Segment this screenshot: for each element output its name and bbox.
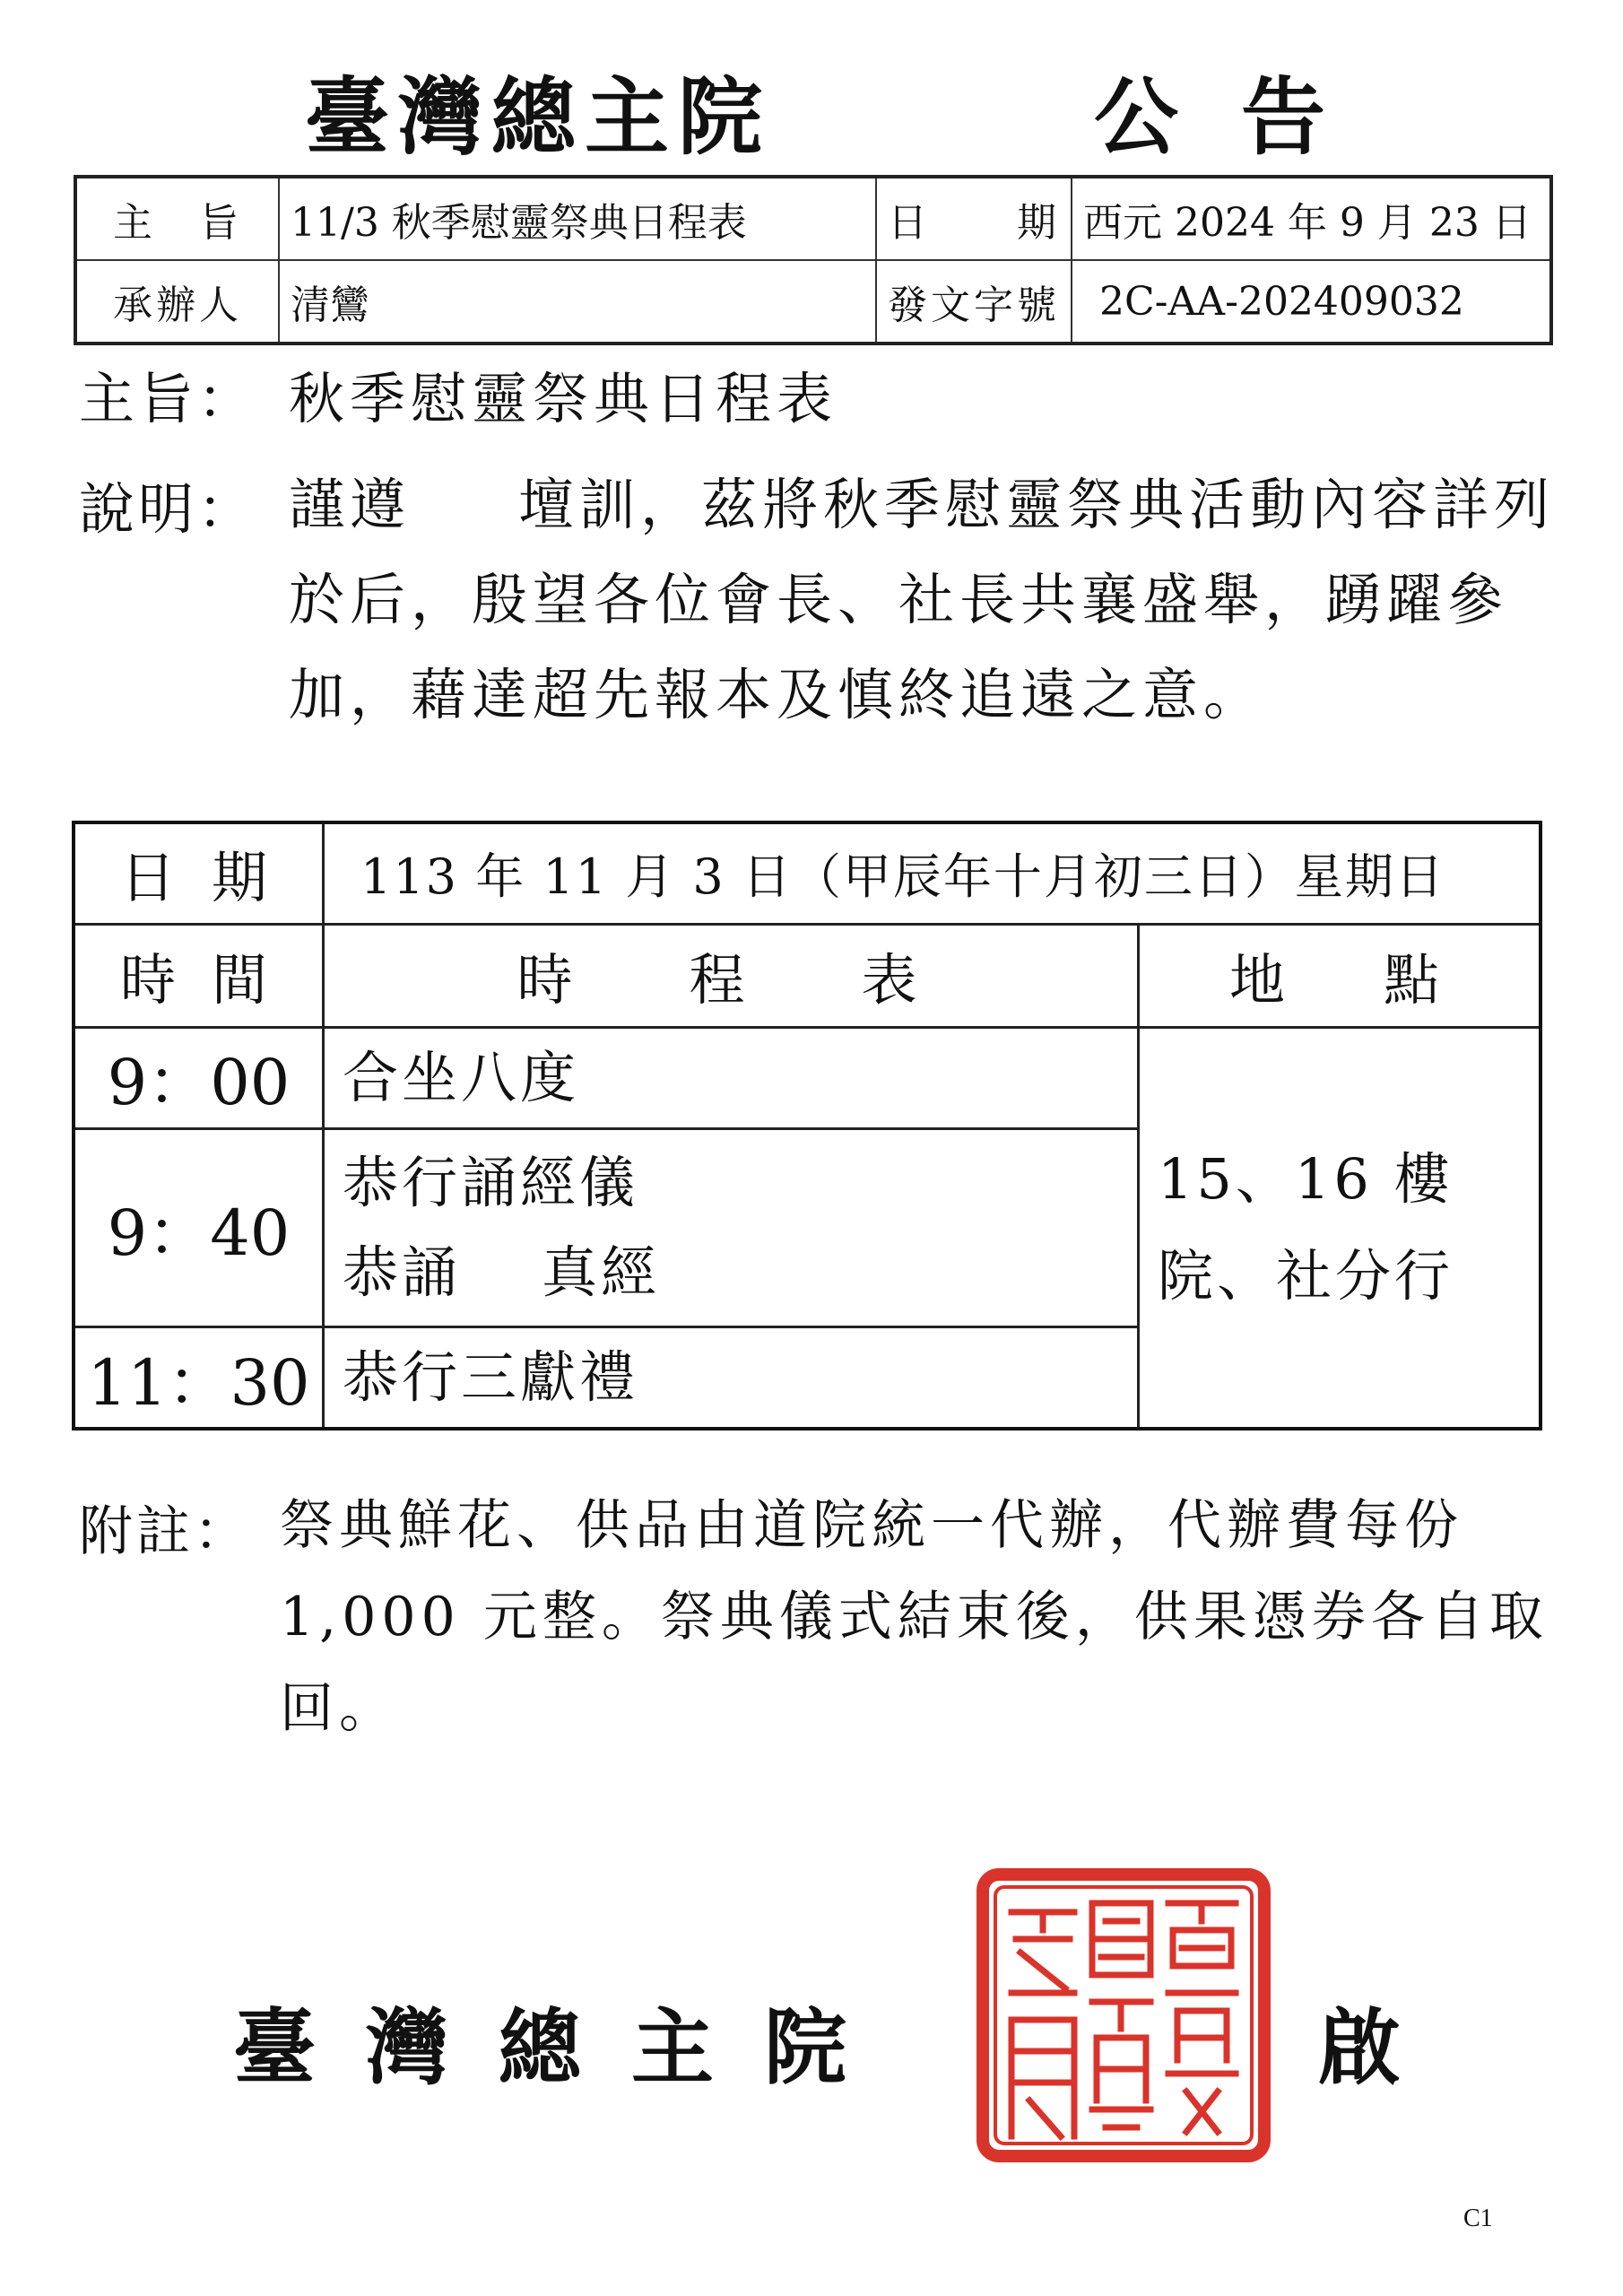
date-label-cell: 日 期 xyxy=(876,177,1072,260)
explanation-text xyxy=(289,457,1562,743)
schedule-row xyxy=(74,1027,1541,1128)
explanation-part1: 謹遵 xyxy=(289,472,412,537)
schedule-date-value: 113 年 11 月 3 日（甲辰年十月初三日）星期日 xyxy=(323,822,1541,924)
signature-verb: 啟 xyxy=(1318,1999,1402,2096)
schedule-item-line: 恭行三獻禮 xyxy=(342,1344,638,1411)
schedule-item-line: 真經 xyxy=(541,1239,660,1306)
subject-label-cell: 主 旨 xyxy=(75,177,279,260)
doc-no-label-cell: 發文字號 xyxy=(876,260,1072,344)
schedule-item-line: 合坐八度 xyxy=(342,1044,579,1110)
schedule-date-label: 日期 xyxy=(74,822,323,924)
explanation-part2: 壇訓，茲將秋季慰靈祭典活動內容詳列於后，殷望各位會長、社長共襄盛舉，踴躍參加，藉達超先報本及慎終追遠之意。 xyxy=(289,472,1556,727)
schedule-time: 9：00 xyxy=(74,1027,323,1128)
subject-label: 主旨： xyxy=(79,366,257,431)
schedule-item xyxy=(323,1128,1138,1327)
schedule-table xyxy=(72,821,1542,1431)
official-seal-icon xyxy=(976,1867,1271,2163)
date-value-cell: 西元 2024 年 9 月 23 日 xyxy=(1072,177,1551,260)
subject-text: 秋季慰靈祭典日程表 xyxy=(289,366,838,431)
handler-label-cell: 承辦人 xyxy=(75,260,279,344)
document-title: 臺灣總主院 xyxy=(305,68,772,167)
location-line: 院、社分行 xyxy=(1157,1242,1454,1309)
note-label: 附註： xyxy=(79,1500,251,1563)
signature-name: 臺灣總主院 xyxy=(233,1999,898,2096)
location-header: 地點 xyxy=(1138,924,1541,1027)
doc-no-value-cell: 2C-AA-202409032 xyxy=(1072,260,1551,344)
schedule-item xyxy=(323,1327,1138,1429)
schedule-item xyxy=(323,1027,1138,1128)
subject-value-cell: 11/3 秋季慰靈祭典日程表 xyxy=(279,177,876,260)
schedule-time: 9：40 xyxy=(74,1128,323,1327)
schedule-time: 11：30 xyxy=(74,1327,323,1429)
program-header: 時程表 xyxy=(323,924,1138,1027)
schedule-item-line: 恭誦 xyxy=(342,1239,461,1306)
handler-value-cell: 清鸞 xyxy=(279,260,876,344)
time-header: 時間 xyxy=(74,924,323,1027)
schedule-location xyxy=(1138,1027,1541,1429)
note-text: 祭典鮮花、供品由道院統一代辦，代辦費每份 1,000 元整。祭典儀式結束後，供果憑券各自取回。 xyxy=(280,1494,1549,1740)
schedule-item-line: 恭行誦經儀 xyxy=(342,1150,638,1216)
notice-label: 公告 xyxy=(1094,68,1389,167)
explanation-label: 說明： xyxy=(79,476,257,542)
info-table xyxy=(74,175,1553,345)
location-line: 15、16 樓 xyxy=(1157,1145,1454,1212)
page-code: C1 xyxy=(1463,2205,1493,2232)
